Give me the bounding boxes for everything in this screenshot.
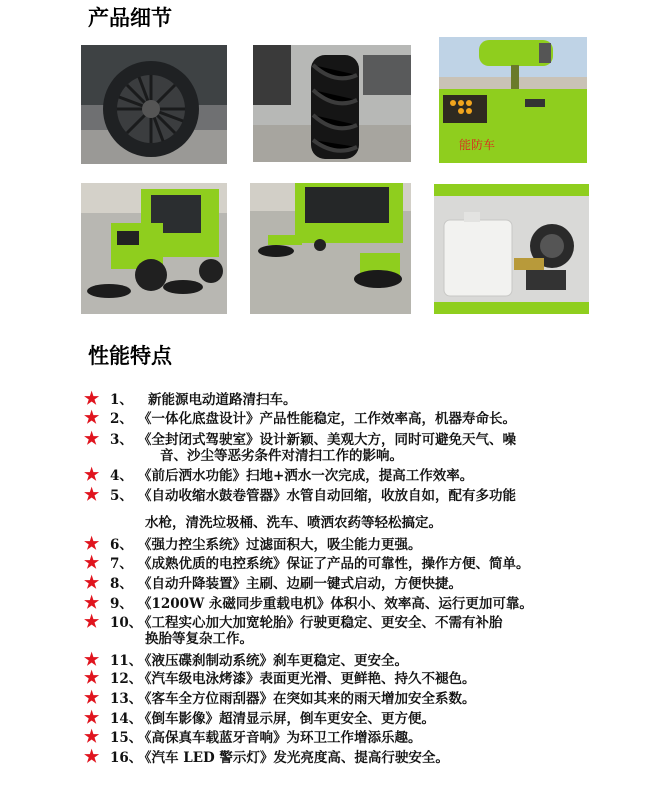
performance-features-title: 性能特点	[88, 344, 172, 368]
feature-number: 2、	[110, 411, 133, 427]
feature-text: 《高保真车载蓝牙音响》为环卫工作增添乐趣。	[138, 730, 422, 746]
red-star-icon: ★	[84, 553, 100, 573]
red-star-icon: ★	[84, 534, 100, 554]
feature-text-continued: 换胎等复杂工作。	[145, 631, 253, 647]
product-details-title: 产品细节	[88, 6, 172, 30]
sweeper-front-photo	[250, 183, 411, 314]
feature-text: 《全封闭式驾驶室》设计新颖、美观大方，同时可避免天气、噪	[138, 432, 516, 448]
feature-number: 4、	[110, 468, 133, 484]
mist-cannon-photo	[439, 37, 587, 163]
feature-text-continued: 水枪，清洗垃圾桶、洗车、喷洒农药等轻松搞定。	[145, 515, 442, 531]
feature-item	[84, 594, 604, 614]
feature-item	[84, 390, 604, 410]
feature-item	[84, 409, 604, 429]
feature-number: 9、	[110, 596, 133, 612]
sweeper-rear-photo	[81, 183, 227, 314]
feature-number: 11、	[110, 653, 143, 669]
red-star-icon: ★	[84, 668, 100, 688]
red-star-icon: ★	[84, 593, 100, 613]
feature-text: 《前后洒水功能》扫地+洒水一次完成，提高工作效率。	[138, 468, 474, 484]
feature-number: 14、	[110, 711, 143, 727]
red-star-icon: ★	[84, 727, 100, 747]
feature-text: 《自动升降装置》主刷、边刷一键式启动，方便快捷。	[138, 576, 462, 592]
feature-item	[84, 709, 604, 729]
feature-number: 1、	[110, 392, 133, 408]
feature-text: 新能源电动道路清扫车。	[148, 392, 297, 408]
red-star-icon: ★	[84, 612, 100, 632]
feature-text: 《客车全方位雨刮器》在突如其来的雨天增加安全系数。	[138, 691, 476, 707]
feature-text: 《强力控尘系统》过滤面积大，吸尘能力更强。	[138, 537, 422, 553]
feature-text-continued: 音、沙尘等恶劣条件对清扫工作的影响。	[160, 448, 403, 464]
wheel-photo	[81, 45, 227, 164]
feature-item	[84, 486, 604, 506]
feature-item	[84, 574, 604, 594]
feature-item	[84, 728, 604, 748]
water-tank-reel-photo	[434, 184, 589, 314]
red-star-icon: ★	[84, 688, 100, 708]
red-star-icon: ★	[84, 408, 100, 428]
feature-item	[84, 554, 604, 574]
feature-number: 13、	[110, 691, 143, 707]
feature-text: 《汽车级电泳烤漆》表面更光滑、更鲜艳、持久不褪色。	[138, 671, 476, 687]
feature-item	[84, 669, 604, 689]
svg-text:能防车: 能防车	[459, 138, 496, 152]
feature-number: 7、	[110, 556, 133, 572]
feature-number: 6、	[110, 537, 133, 553]
red-star-icon: ★	[84, 708, 100, 728]
feature-text: 《倒车影像》超清显示屏，倒车更安全、更方便。	[138, 711, 435, 727]
feature-text: 《1200W 永磁同步重载电机》体积小、效率高、运行更加可靠。	[138, 596, 533, 612]
feature-number: 8、	[110, 576, 133, 592]
feature-item	[84, 535, 604, 555]
feature-number: 15、	[110, 730, 143, 746]
feature-item	[84, 651, 604, 671]
feature-item	[84, 748, 604, 768]
feature-item	[84, 466, 604, 486]
red-star-icon: ★	[84, 465, 100, 485]
feature-number: 5、	[110, 488, 133, 504]
feature-text: 《液压碟刹制动系统》刹车更稳定、更安全。	[138, 653, 408, 669]
feature-number: 3、	[110, 432, 133, 448]
feature-text: 《汽车 LED 警示灯》发光亮度高、提高行驶安全。	[138, 750, 449, 766]
feature-number: 12、	[110, 671, 143, 687]
red-star-icon: ★	[84, 573, 100, 593]
feature-text: 《成熟优质的电控系统》保证了产品的可靠性，操作方便、简单。	[138, 556, 530, 572]
red-star-icon: ★	[84, 485, 100, 505]
red-star-icon: ★	[84, 429, 100, 449]
red-star-icon: ★	[84, 389, 100, 409]
feature-text: 《自动收缩水鼓卷管器》水管自动回缩，收放自如，配有多功能	[138, 488, 516, 504]
brush-roller-photo	[253, 45, 411, 162]
feature-text: 《工程实心加大加宽轮胎》行驶更稳定、更安全、不需有补胎	[138, 615, 503, 631]
feature-text: 《一体化底盘设计》产品性能稳定，工作效率高，机器寿命长。	[138, 411, 516, 427]
red-star-icon: ★	[84, 747, 100, 767]
feature-item	[84, 689, 604, 709]
feature-number: 16、	[110, 750, 143, 766]
feature-number: 10、	[110, 615, 143, 631]
red-star-icon: ★	[84, 650, 100, 670]
